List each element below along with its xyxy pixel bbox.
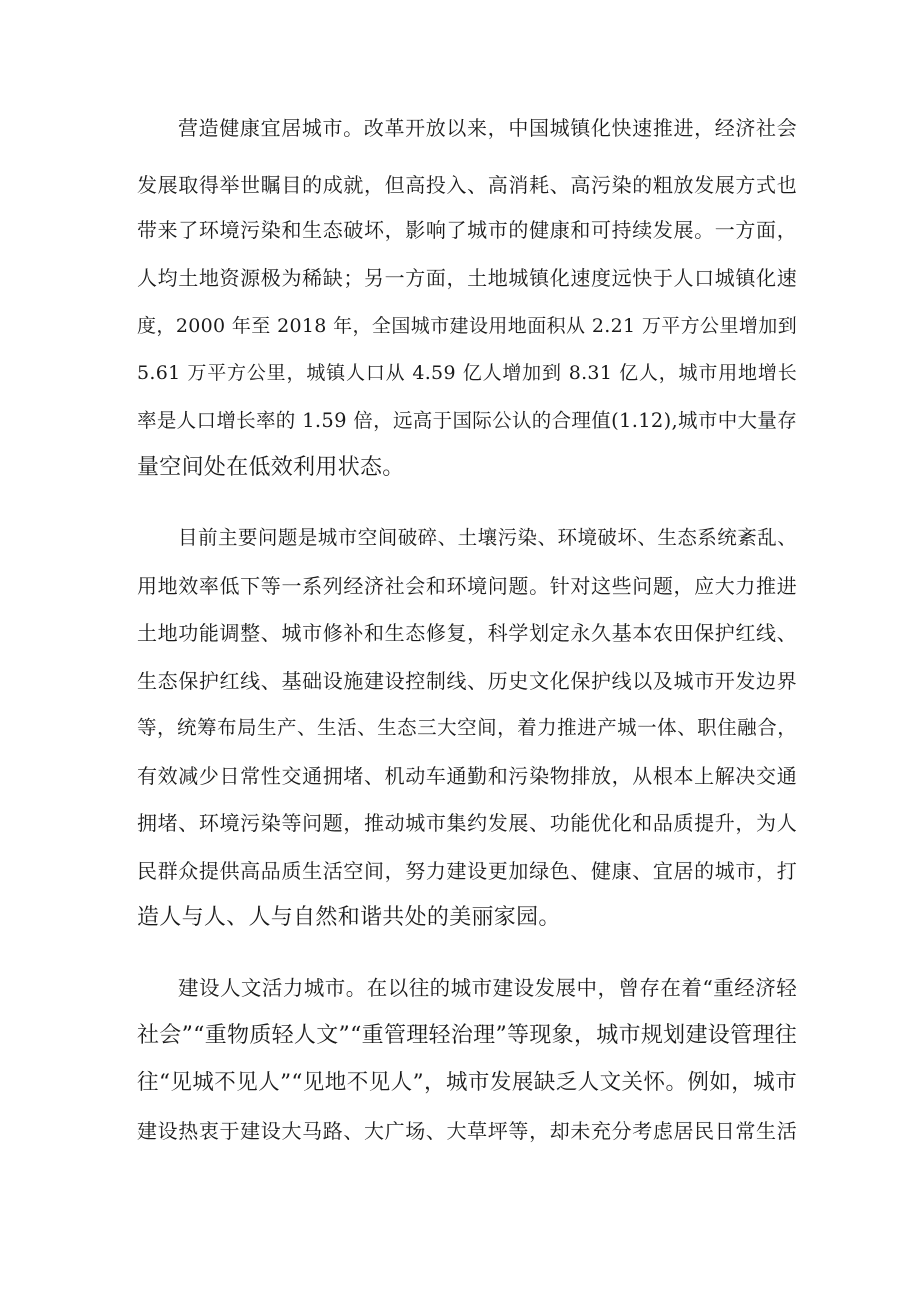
paragraph-3-line-1: 建设人文活力城市。在以往的城市建设发展中，曾存在着“重经济轻 xyxy=(178,976,797,1000)
paragraph-1-line-4: 人均土地资源极为稀缺；另一方面，土地城镇化速度远快于人口城镇化速 xyxy=(137,266,797,290)
paragraph-2-line-3: 土地功能调整、城市修补和生态修复，科学划定永久基本农田保护红线、 xyxy=(137,621,797,645)
paragraph-2-line-8: 民群众提供高品质生活空间，努力建设更加绿色、健康、宜居的城市，打 xyxy=(137,859,797,883)
paragraph-1-line-7: 率是人口增长率的 1.59 倍，远高于国际公认的合理值(1.12),城市中大量存 xyxy=(137,409,797,432)
paragraph-2-line-6: 有效减少日常性交通拥堵、机动车通勤和污染物排放，从根本上解决交通 xyxy=(137,764,797,788)
paragraph-2-line-5: 等，统筹布局生产、生活、生态三大空间，着力推进产城一体、职住融合， xyxy=(137,716,797,739)
paragraph-1-line-2: 发展取得举世瞩目的成就，但高投入、高消耗、高污染的粗放发展方式也 xyxy=(137,173,797,197)
paragraph-2-line-1: 目前主要问题是城市空间破碎、土壤污染、环境破坏、生态系统紊乱、 xyxy=(178,526,797,549)
paragraph-1-line-3: 带来了环境污染和生态破坏，影响了城市的健康和可持续发展。一方面， xyxy=(137,218,797,242)
paragraph-3-line-4: 建设热衷于建设大马路、大广场、大草坪等，却未充分考虑居民日常生活 xyxy=(137,1119,797,1143)
paragraph-1-line-8: 量空间处在低效利用状态。 xyxy=(137,455,405,480)
paragraph-3-line-3: 往“见城不见人”“见地不见人”，城市发展缺乏人文关怀。例如，城市 xyxy=(137,1070,797,1095)
paragraph-2-line-9: 造人与人、人与自然和谐共处的美丽家园。 xyxy=(137,905,561,930)
paragraph-1-line-1: 营造健康宜居城市。改革开放以来，中国城镇化快速推进，经济社会 xyxy=(178,116,797,140)
paragraph-3-line-2: 社会”“重物质轻人文”“重管理轻治理”等现象，城市规划建设管理往 xyxy=(137,1023,797,1048)
paragraph-2-line-4: 生态保护红线、基础设施建设控制线、历史文化保护线以及城市开发边界 xyxy=(137,669,797,693)
paragraph-2-line-7: 拥堵、环境污染等问题，推动城市集约发展、功能优化和品质提升，为人 xyxy=(137,811,797,835)
paragraph-1-line-5: 度，2000 年至 2018 年，全国城市建设用地面积从 2.21 万平方公里增加到 xyxy=(137,315,797,337)
paragraph-1-line-6: 5.61 万平方公里，城镇人口从 4.59 亿人增加到 8.31 亿人，城市用地增长 xyxy=(137,362,797,384)
paragraph-2-line-2: 用地效率低下等一系列经济社会和环境问题。针对这些问题，应大力推进 xyxy=(137,574,797,598)
